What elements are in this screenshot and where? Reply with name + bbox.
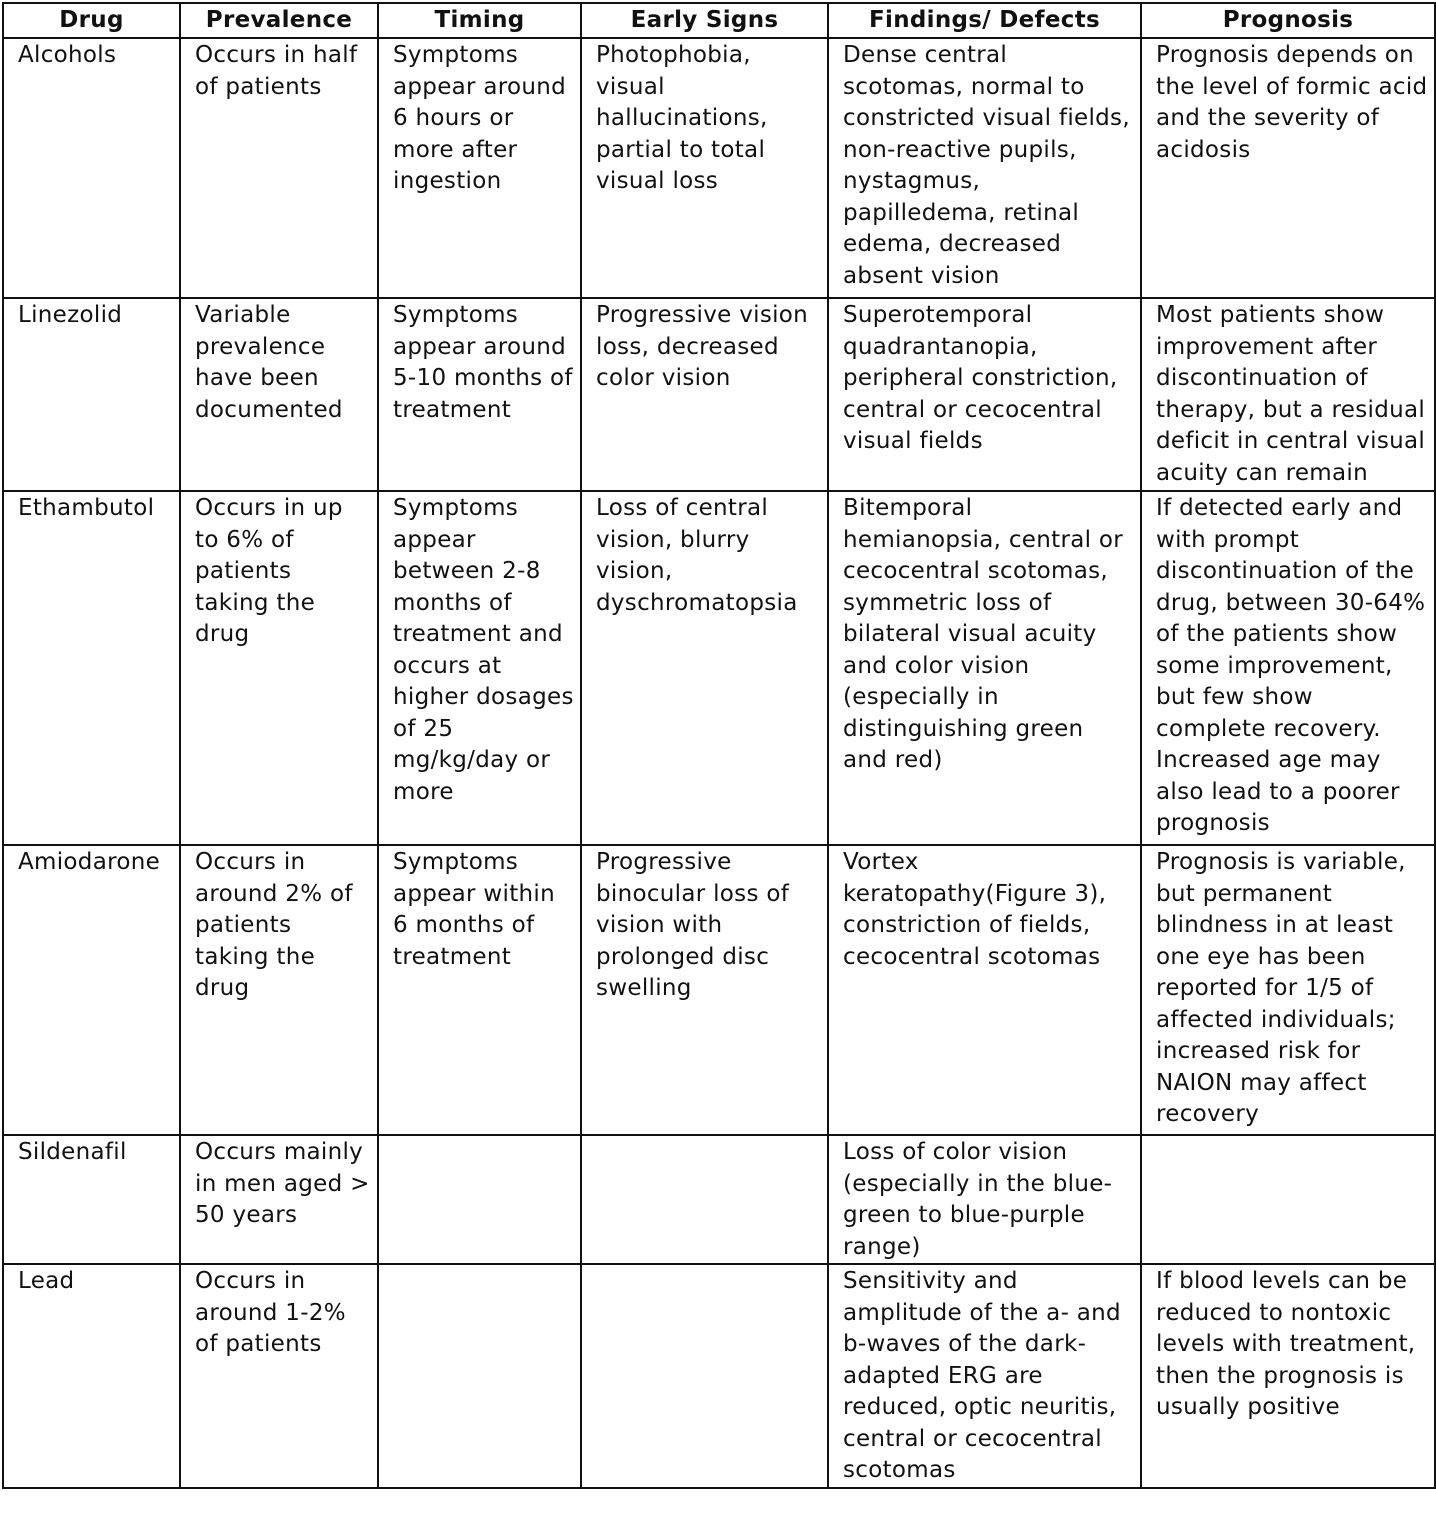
cell-prognosis: Most patients show improvement after discontinuation of therapy, but a residual deficit in central visual acuity can remain: [1141, 298, 1435, 491]
cell-findings: Sensitivity and amplitude of the a- and b-waves of the dark-adapted ERG are reduced, optic neuritis, central or cecocentral scotomas: [828, 1264, 1141, 1488]
cell-prognosis: [1141, 1135, 1435, 1264]
cell-prevalence: Variable prevalence have been documented: [180, 298, 378, 491]
cell-findings: Bitemporal hemianopsia, central or cecocentral scotomas, symmetric loss of bilateral visual acuity and color vision (especially in distinguishing green and red): [828, 491, 1141, 845]
cell-prevalence: Occurs mainly in men aged > 50 years: [180, 1135, 378, 1264]
cell-drug: Sildenafil: [3, 1135, 180, 1264]
header-drug: Drug: [3, 3, 180, 38]
drug-toxicity-table: [2, 2, 1436, 1489]
cell-prognosis: If detected early and with prompt discontinuation of the drug, between 30-64% of the patients show some improvement, but few show complete recovery. Increased age may also lead to a poorer prognosis: [1141, 491, 1435, 845]
cell-drug: Lead: [3, 1264, 180, 1488]
cell-drug: Amiodarone: [3, 845, 180, 1135]
cell-early-signs: Progressive vision loss, decreased color vision: [581, 298, 828, 491]
cell-timing: Symptoms appear around 6 hours or more after ingestion: [378, 38, 581, 298]
header-prognosis: Prognosis: [1141, 3, 1435, 38]
table-row: [3, 38, 1435, 298]
cell-findings: Dense central scotomas, normal to constricted visual fields, non-reactive pupils, nystagmus, papilledema, retinal edema, decreased absent vision: [828, 38, 1141, 298]
cell-drug: Linezolid: [3, 298, 180, 491]
table-row: [3, 1135, 1435, 1264]
cell-prevalence: Occurs in around 2% of patients taking the drug: [180, 845, 378, 1135]
cell-early-signs: Photophobia, visual hallucinations, partial to total visual loss: [581, 38, 828, 298]
table-row: [3, 491, 1435, 845]
cell-prevalence: Occurs in half of patients: [180, 38, 378, 298]
header-findings-defects: Findings/ Defects: [828, 3, 1141, 38]
cell-timing: Symptoms appear within 6 months of treatment: [378, 845, 581, 1135]
header-early-signs: Early Signs: [581, 3, 828, 38]
cell-timing: Symptoms appear around 5-10 months of treatment: [378, 298, 581, 491]
cell-early-signs: [581, 1264, 828, 1488]
cell-early-signs: [581, 1135, 828, 1264]
cell-prognosis: Prognosis depends on the level of formic acid and the severity of acidosis: [1141, 38, 1435, 298]
header-timing: Timing: [378, 3, 581, 38]
cell-findings: Superotemporal quadrantanopia, peripheral constriction, central or cecocentral visual fields: [828, 298, 1141, 491]
table-row: [3, 1264, 1435, 1488]
cell-prevalence: Occurs in up to 6% of patients taking the drug: [180, 491, 378, 845]
cell-prognosis: If blood levels can be reduced to nontoxic levels with treatment, then the prognosis is usually positive: [1141, 1264, 1435, 1488]
cell-timing: [378, 1135, 581, 1264]
table-row: [3, 845, 1435, 1135]
cell-prevalence: Occurs in around 1-2% of patients: [180, 1264, 378, 1488]
cell-drug: Alcohols: [3, 38, 180, 298]
cell-findings: Vortex keratopathy(Figure 3), constriction of fields, cecocentral scotomas: [828, 845, 1141, 1135]
cell-timing: [378, 1264, 581, 1488]
cell-prognosis: Prognosis is variable, but permanent blindness in at least one eye has been reported for 1/5 of affected individuals; increased risk for NAION may affect recovery: [1141, 845, 1435, 1135]
cell-timing: Symptoms appear between 2-8 months of treatment and occurs at higher dosages of 25 mg/kg/day or more: [378, 491, 581, 845]
header-row: [3, 3, 1435, 38]
cell-early-signs: Progressive binocular loss of vision with prolonged disc swelling: [581, 845, 828, 1135]
table-row: [3, 298, 1435, 491]
cell-early-signs: Loss of central vision, blurry vision, dyschromatopsia: [581, 491, 828, 845]
cell-drug: Ethambutol: [3, 491, 180, 845]
header-prevalence: Prevalence: [180, 3, 378, 38]
cell-findings: Loss of color vision (especially in the blue-green to blue-purple range): [828, 1135, 1141, 1264]
